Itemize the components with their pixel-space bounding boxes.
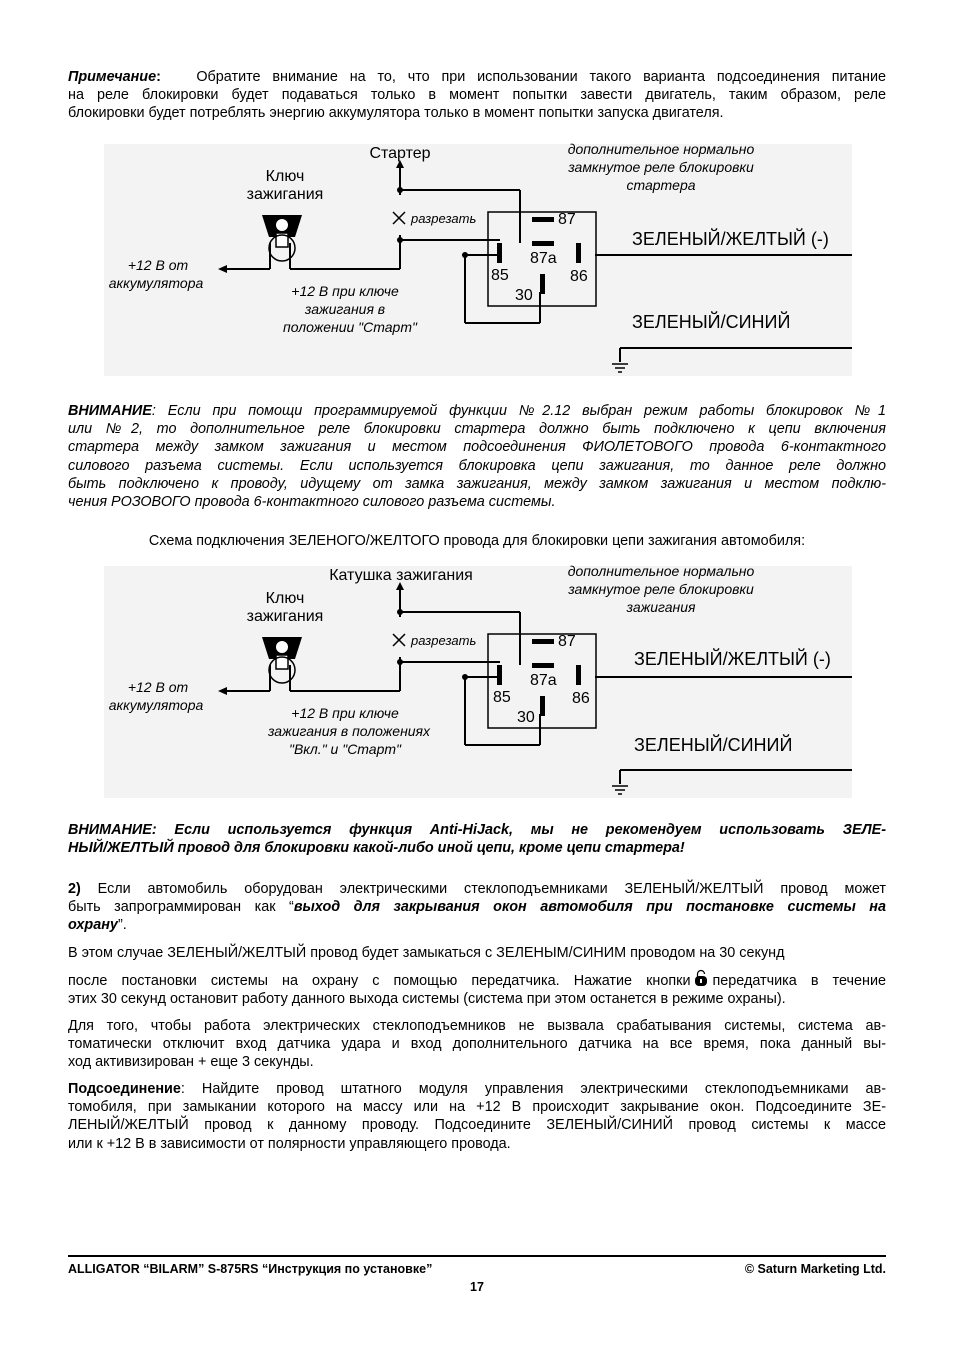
note-line: Обратите внимание на то, что при использовании такого варианта подсоединения питание — [196, 69, 886, 85]
note-label: Примечание — [68, 69, 157, 85]
relay-description: дополнительное нормально — [567, 563, 755, 579]
target-label: Стартер — [369, 145, 431, 162]
mode-paragraph: В этом случае ЗЕЛЕНЫЙ/ЖЕЛТЫЙ провод будет замыкаться с ЗЕЛЕНЫМ/СИНИМ проводом на 30 секунд после постановки системы на охрану с помощью передатчика. Нажатие кнопки передатчика в течение этих 30 секунд остановит работу данного выхода системы (система при этом останется в режиме охраны). — [68, 945, 886, 1008]
battery-label: аккумулятора — [108, 275, 204, 291]
note-line: на реле блокировки будет подаваться только в момент попытки завести двигатель, таким образом, реле — [68, 87, 886, 104]
key-position-label: "Вкл." и "Старт" — [288, 741, 402, 757]
mode-line: В этом случае ЗЕЛЕНЫЙ/ЖЕЛТЫЙ провод будет замыкаться с ЗЕЛЕНЫМ/СИНИМ проводом на 30 секунд — [68, 945, 785, 961]
key-label: Ключ — [265, 168, 305, 185]
wire-label: ЗЕЛЕНЫЙ/СИНИЙ — [634, 735, 793, 755]
battery-label: +12 В от — [127, 257, 189, 273]
connection-line: томобиля, при замыкании которого на массу или на +12 В происходит закрывание окон. Подсоедините ЗЕ- — [68, 1099, 886, 1116]
connection-label: Подсоединение — [68, 1081, 181, 1097]
pin-label: 87a — [530, 250, 557, 267]
auto-disable-paragraph — [68, 1017, 886, 1072]
key-position-label: зажигания в — [304, 301, 386, 317]
warning-line: стартера между замком зажигания и местом подсоединения ФИОЛЕТОВОГО провода 6-контактного — [68, 439, 886, 456]
pin-label: 87 — [558, 211, 576, 228]
section-number: 2) — [68, 881, 81, 897]
key-label: Ключ — [265, 590, 305, 607]
target-label: Катушка зажигания — [329, 567, 473, 584]
pin-label: 30 — [515, 287, 533, 304]
pin-label: 85 — [491, 267, 509, 284]
wire-label: ЗЕЛЕНЫЙ/ЖЕЛТЫЙ (-) — [632, 229, 829, 249]
warning-label: ВНИМАНИЕ — [68, 403, 152, 419]
page-number: 17 — [470, 1280, 484, 1294]
relay-description: замкнутое реле блокировки — [568, 159, 754, 175]
key-position-label: положении "Старт" — [283, 319, 417, 335]
wire-label: ЗЕЛЕНЫЙ/СИНИЙ — [632, 312, 791, 332]
cut-label: разрезать — [411, 211, 477, 226]
auto-line: Для того, чтобы работа электрических стеклоподъемников не вызвала срабатывания системы, система ав- — [68, 1018, 886, 1034]
relay-description: замкнутое реле блокировки — [568, 581, 754, 597]
key-label: зажигания — [246, 608, 324, 625]
cut-label: разрезать — [411, 633, 477, 648]
relay-description: стартера — [626, 177, 696, 193]
pin-label: 87a — [530, 672, 557, 689]
warning-line: НЫЙ/ЖЕЛТЫЙ провод для блокировки какой-либо иной цепи, кроме цепи стартера! — [68, 840, 685, 857]
note-line: блокировки будет потреблять энергию аккумулятора только в момент попытки запуска двигателя. — [68, 105, 724, 122]
warning-line: или №2, то дополнительное реле блокировки стартера должно быть подключено к цепи включения — [68, 421, 886, 438]
warning-line: силового разъема системы. Если используется блокировка цепи зажигания, то данное реле должно — [68, 457, 886, 474]
auto-line: ход активизирован + еще 3 секунды. — [68, 1054, 314, 1071]
pin-label: 87 — [558, 633, 576, 650]
relay-description: дополнительное нормально — [567, 141, 755, 157]
battery-label: +12 В от — [127, 679, 189, 695]
relay-description: зажигания — [626, 599, 696, 615]
warning-line: чения РОЗОВОГО провода 6-контактного силового разъема системы. — [68, 494, 556, 511]
auto-line: томатически отключит вход датчика удара и вход дополнительного датчика на все время, пока данный вы- — [68, 1036, 886, 1053]
anti-hijack-warning — [68, 821, 886, 857]
wire-label: ЗЕЛЕНЫЙ/ЖЕЛТЫЙ (-) — [634, 649, 831, 669]
key-position-label: +12 В при ключе — [291, 283, 399, 299]
section-2-paragraph: 2) Если автомобиль оборудован электрическими стеклоподъемниками ЗЕЛЕНЫЙ/ЖЕЛТЫЙ провод может быть запрограммирован как “выход для закрывания окон автомобиля при постановке системы на охрану”. — [68, 881, 886, 934]
warning-line: ВНИМАНИЕ: Если используется функция Anti-HiJack, мы не рекомендуем использовать ЗЕЛЕ- — [68, 822, 886, 838]
footer-copyright: © Saturn Marketing Ltd. — [744, 1262, 886, 1276]
footer-divider — [68, 1255, 886, 1257]
pin-label: 86 — [572, 690, 590, 707]
pin-label: 85 — [493, 689, 511, 706]
footer-title: ALLIGATOR “BILARM” S-875RS “Инструкция по установке” — [68, 1262, 433, 1276]
starter-relay-diagram — [0, 140, 954, 380]
pin-label: 30 — [517, 709, 535, 726]
connection-line: ЛЕНЫЙ/ЖЕЛТЫЙ провод к данному проводу. Подсоедините ЗЕЛЕНЫЙ/СИНИЙ провод системы к массе — [68, 1117, 886, 1134]
key-position-label: +12 В при ключе — [291, 705, 399, 721]
mode-line: этих 30 секунд остановит работу данного выхода системы (система при этом останется в режиме охраны). — [68, 991, 786, 1008]
connection-paragraph: Подсоединение: Найдите провод штатного модуля управления электрическими стеклоподъемниками ав- томобиля, при замыкании которого на массу или на +12 В происходит закрывание окон. Подсоедините ЗЕ- ЛЕНЫЙ/ЖЕЛТЫЙ провод к данному проводу. Подсоедините ЗЕЛЕНЫЙ/СИНИЙ провод системы к массе или к +12 В в зависимости от полярности управляющего провода. — [68, 1081, 886, 1152]
battery-label: аккумулятора — [108, 697, 204, 713]
diagram-background — [104, 566, 852, 798]
diagram-background — [104, 144, 852, 376]
key-position-label: зажигания в положениях — [267, 723, 431, 739]
warning-paragraph: ВНИМАНИЕ: Если при помощи программируемой функции №2.12 выбран режим работы блокировок №1 или №2, то дополнительное реле блокировки стартера должно быть подключено к цепи включения стартера между замком зажигания и местом подсоединения ФИОЛЕТОВОГО провода 6-контактного силового разъема системы. Если используется блокировка цепи зажигания, то данное реле должно быть подключено к проводу, идущему от замка зажигания, между замком зажигания и местом подклю- чения РОЗОВОГО провода 6-контактного силового разъема системы. — [68, 403, 886, 511]
warning-line: быть подключено к проводу, идущему от замка зажигания, между замком зажигания и местом подклю- — [68, 475, 886, 492]
connection-line: или к +12 В в зависимости от полярности управляющего провода. — [68, 1135, 511, 1152]
scheme-caption: Схема подключения ЗЕЛЕНОГО/ЖЕЛТОГО провода для блокировки цепи зажигания автомобиля: — [148, 533, 806, 549]
pin-label: 86 — [570, 268, 588, 285]
lock-button-icon — [694, 969, 708, 987]
ignition-relay-diagram — [0, 562, 954, 802]
note-paragraph: Примечание: Обратите внимание на то, что при использовании такого варианта подсоединения питание на реле блокировки будет подаваться только в момент попытки завести двигатель, таким образом, реле блокировки будет потреблять энергию аккумулятора только в момент попытки запуска двигателя. — [68, 69, 886, 122]
key-label: зажигания — [246, 186, 324, 203]
